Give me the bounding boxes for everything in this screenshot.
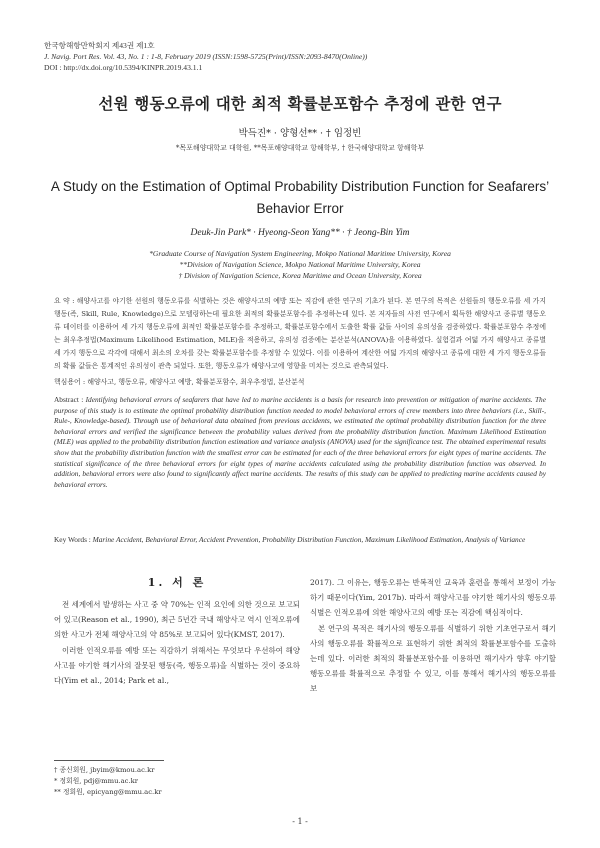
abstract-english (54, 395, 546, 490)
journal-header (44, 40, 367, 73)
affiliation-line: † Division of Navigation Science, Korea Maritime and Ocean University, Korea (178, 271, 422, 280)
authors-english: Deuk-Jin Park* · Hyeong-Seon Yang** · † Jeong-Bin Yim (190, 228, 410, 238)
body-column-right (310, 575, 556, 697)
body-paragraph: 2017). 그 이유는, 행동오류는 반복적인 교육과 훈련을 통해서 보정이 가능하기 때문이다(Yim, 2017b). 따라서 해양사고를 야기한 해기사의 행동오류 식별은 인적오류에 의한 해양사고의 예방 또는 직감에 핵심적이다. (310, 578, 556, 618)
abstract-korean: 요 약 : 해양사고를 야기한 선원의 행동오류를 식별하는 것은 해양사고의 예방 또는 직감에 관한 연구의 기초가 된다. 본 연구의 목적은 선원들의 행동오류를 세 가지 행동(즉, Skill, Rule, Knowledge)으로 모델링하는데 필요한 최적의 확률분포함수를 추정하는데 있다. 본 저자들의 사전 연구에서 획득한 해양사고 종류별 행동오류 데이터를 이용하여 세 가지 행동오류에 최적인 확률분포함수를 추정하고, 확률분포함수에서 도출한 확률 값들 사이의 유의성을 검증하였다. 확률분포함수 추정에는 최우추정법(Maximum Likelihood Estimation, MLE)을 적용하고, 유의성 검증에는 분산분석(ANOVA)을 이용하였다. 실험결과 여덟 가지 해양사고 종류별 세 가지 행동으로 각각에 대해서 최소의 오차를 갖는 확률분포함수를 추정할 수 있었다. 이를 이용하여 계산한 여덟 가지의 해양사고 종류에 대한 세 가지 행동오류들의 확률 값들은 통계적인 유의성이 관측 되었다. 또한, 행동오류가 해양사고에 영향을 미치는 것으로 관측되었다. (54, 297, 546, 370)
footnote: * 정회원, pdj@mmu.ac.kr (54, 777, 138, 785)
journal-name: 한국항해항만학회지 제43권 제1호 (44, 41, 155, 50)
affiliation-line: *Graduate Course of Navigation System Engineering, Mokpo National Maritime University, Korea (149, 249, 451, 258)
abstract-label: Abstract : (54, 395, 86, 404)
authors-korean: 박득진* · 양형선** · † 임정빈 (238, 128, 362, 139)
page-number: - 1 - (292, 817, 308, 826)
body-column-left (54, 575, 300, 688)
abstract-body: Identifying behavioral errors of seafarers that have led to marine accidents is a basis for research into prevention or mitigation of marine accidents. The purpose of this study is to estimate the optimal probability distribution function needed to model behavioral errors of crew members into three behaviors (i.e., Skill-, Rule-, Knowledge-based). Through use of behavioral data obtained from previous accidents, we estimated the optimal probability distribution function for the three behavioral errors and verified the significance between the probability values derived from the probability distribution function. Maximum Likelihood Estimation (MLE) was applied to the probability distribution function estimation and variance analysis (ANOVA) used for the significance test. The obtained experimental results show that the probability distribution function with the smallest error can be estimated for each of the three behavioral errors for eight types of marine accidents. The statistical significance of the three behavioral errors for eight types of marine accidents calculated using the probability distribution function was observed. In addition, behavioral errors were also found to significantly affect marine accidents. The results of this study can be applied to predicting marine accidents caused by behavioral errors. (54, 395, 546, 489)
body-paragraph: 이러한 인적오류를 예방 또는 직감하기 위해서는 무엇보다 우선하여 해양사고를 야기한 해기사의 잘못된 행동(즉, 행동오류)을 식별하는 것이 중요하다(Yim et al., 2014; Park et al., (54, 645, 300, 686)
affiliations-english (0, 248, 600, 281)
footnote-divider (54, 760, 164, 761)
body-paragraph: 본 연구의 목적은 해기사의 행동오류를 식별하기 위한 기초연구로서 해기사의 행동오류를 확률적으로 표현하기 위한 최적의 확률분포함수를 도출하는데 있다. 이러한 최적의 확률분포함수를 이용하면 해기사가 향후 야기할 행동오류를 확률적으로 추정할 수 있고, 이를 통해서 해기사의 행동오류를 보 (310, 623, 556, 694)
journal-doi: DOI : http://dx.doi.org/10.5394/KINPR.2019.43.1.1 (44, 63, 203, 72)
body-paragraph: 전 세계에서 발생하는 사고 중 약 70%는 인적 요인에 의한 것으로 보고되어 있고(Reason et al., 1990), 최근 5년간 국내 해양사고 역시 인적오류에 의한 사고가 전체 해양사고의 약 85%로 보고되어 있다(KMST, 2017). (54, 600, 300, 640)
title-english: A Study on the Estimation of Optimal Probability Distribution Function for Seafarers’ Behavior Error (50, 179, 550, 216)
title-korean: 선원 행동오류에 대한 최적 확률분포함수 추정에 관한 연구 (98, 94, 502, 113)
keywords-body: Marine Accident, Behavioral Error, Accident Prevention, Probability Distribution Function, Maximum Likelihood Estimation, Analysis of Variance (92, 535, 526, 544)
affiliation-line: **Division of Navigation Science, Mokpo National Maritime University, Korea (179, 260, 421, 269)
keywords-label: Key Words : (54, 535, 93, 544)
footnote: ** 정회원, epicyang@mmu.ac.kr (54, 788, 162, 796)
footnote: † 종신회원, jbyim@kmou.ac.kr (54, 766, 155, 774)
section-heading: 1. 서 론 (147, 576, 207, 589)
affiliation-korean: *목포해양대학교 대학원, **목포해양대학교 항해학부, † 한국해양대학교 항해학부 (175, 144, 425, 152)
keywords-english (54, 535, 546, 546)
journal-citation: J. Navig. Port Res. Vol. 43, No. 1 : 1-8, February 2019 (ISSN:1598-5725(Print)/ISSN:2093-8470(Online)) (44, 52, 368, 61)
keywords-korean: 핵심용어 : 해양사고, 행동오류, 해양사고 예방, 확률분포함수, 최우추정법, 분산분석 (54, 378, 305, 386)
footnotes (54, 765, 162, 798)
